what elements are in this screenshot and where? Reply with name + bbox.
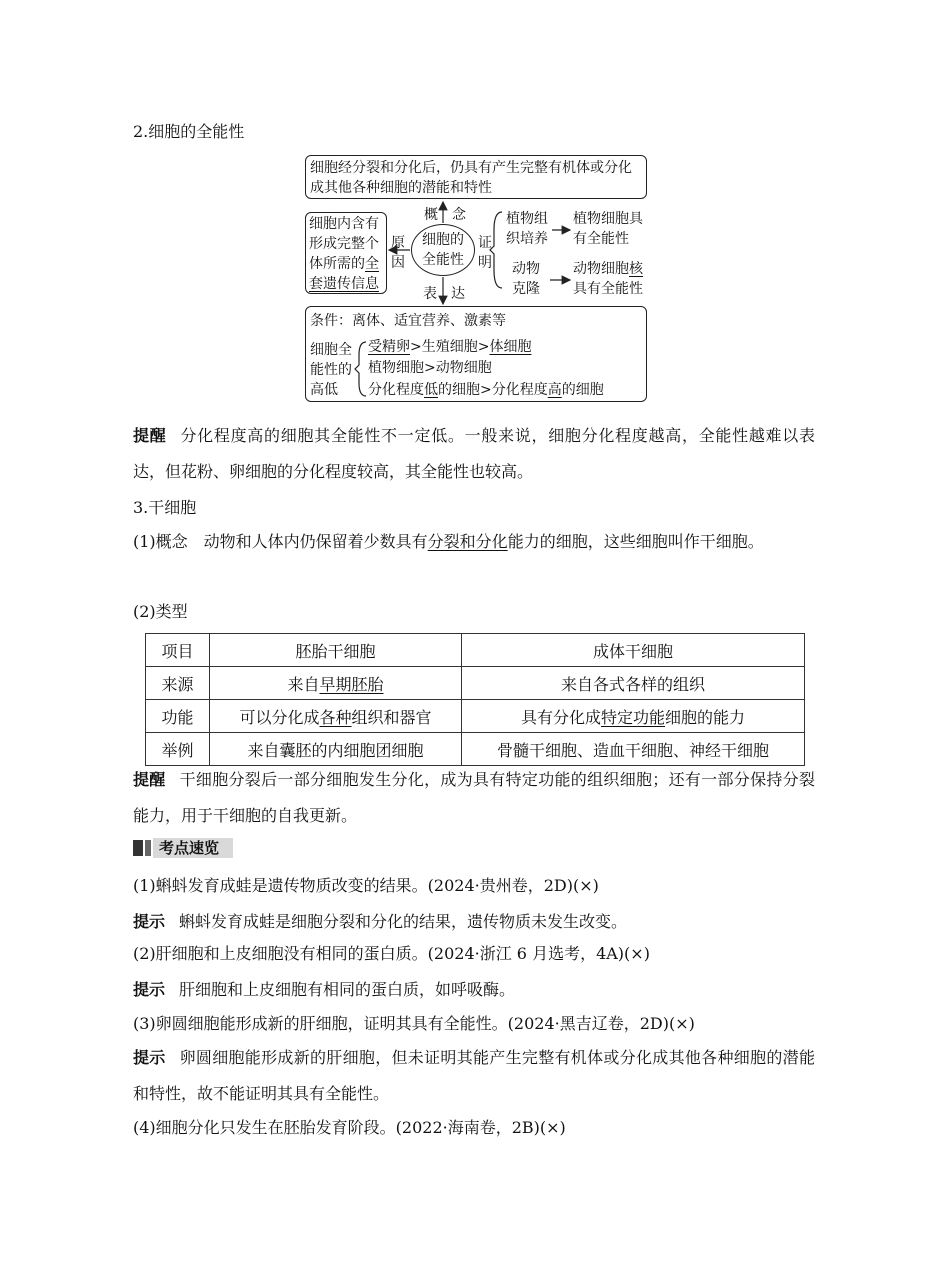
tip-paragraph-2: 提醒 干细胞分裂后一部分细胞发生分化，成为具有特定功能的组织细胞；还有一部分保持分裂能力，用于干细胞的自我更新。: [133, 770, 815, 825]
animal-nucleus-totipotent: 动物细胞核具有全能性: [573, 261, 643, 297]
level-row-2: 植物细胞>动物细胞: [368, 360, 492, 376]
label-reason-1: 原: [391, 235, 405, 251]
tip-label: 提醒: [133, 426, 167, 445]
label-proof-2: 明: [478, 255, 492, 271]
tip-paragraph-1: 提醒 分化程度高的细胞其全能性不一定低。一般来说，细胞分化程度越高，全能性越难以表达，但花粉、卵细胞的分化程度较高，其全能性也较高。: [133, 426, 815, 481]
stem-cell-table: [145, 633, 805, 766]
animal-cloning: 动物克隆: [512, 261, 540, 297]
plant-tissue-culture: 植物组织培养: [506, 211, 548, 247]
tip-label: 提醒: [133, 770, 166, 789]
table-header-row: [146, 634, 805, 667]
table-row: 功能 可以分化成各种组织和器官 具有分化成特定功能细胞的能力: [146, 700, 805, 733]
section-heading-totipotency: 2.细胞的全能性: [133, 122, 245, 141]
full-genetic-info: 全套遗传信息: [309, 256, 379, 292]
diagram-connectors: [0, 0, 950, 420]
hint-1: 提示 蝌蚪发育成蛙是细胞分裂和分化的结果，遗传物质未发生改变。: [133, 912, 628, 931]
table-row: 来源 来自早期胚胎 来自各式各样的组织: [146, 667, 805, 700]
section-marker: [133, 840, 143, 856]
section-heading-stem-cells: 3.干细胞: [133, 498, 197, 517]
types-heading: (2)类型: [133, 602, 188, 621]
table-row: 举例 来自囊胚的内细胞团细胞 骨髓干细胞、造血干细胞、神经干细胞: [146, 733, 805, 766]
conditions-text: 条件：离体、适宜营养、激素等: [310, 313, 506, 329]
hint-2: 提示 肝细胞和上皮细胞有相同的蛋白质，如呼吸酶。: [133, 980, 516, 999]
stem-cell-concept: (1)概念 动物和人体内仍保留着少数具有分裂和分化能力的细胞，这些细胞叫作干细胞。: [133, 532, 764, 551]
label-reason-2: 因: [391, 255, 405, 271]
table-header-cell: 成体干细胞: [462, 634, 805, 667]
quiz-item-1: (1)蝌蚪发育成蛙是遗传物质改变的结果。(2024·贵州卷，2D)(×): [133, 876, 599, 895]
quiz-item-4: (4)细胞分化只发生在胚胎发育阶段。(2022·海南卷，2B)(×): [133, 1118, 566, 1137]
level-label: 细胞全能性的高低: [310, 342, 352, 398]
label-concept: 概 念: [424, 207, 466, 223]
section-title: 考点速览: [153, 838, 233, 858]
label-express: 表 达: [423, 286, 465, 302]
totipotency-diagram: [0, 0, 950, 420]
reason-box: 细胞内含有形成完整个体所需的全套遗传信息: [305, 212, 387, 294]
section-title-bar: [133, 838, 233, 858]
section-marker: [145, 840, 151, 856]
concept-box: 细胞经分裂和分化后，仍具有产生完整有机体或分化成其他各种细胞的潜能和特性: [305, 155, 647, 199]
plant-cell-totipotent: 植物细胞具有全能性: [573, 211, 643, 247]
level-row-1: 受精卵>生殖细胞>体细胞: [368, 339, 532, 355]
hint-3: 提示 卵圆细胞能形成新的肝细胞，但未证明其能产生完整有机体或分化成其他各种细胞的潜能和特性，故不能证明其具有全能性。: [133, 1048, 815, 1103]
center-label: 细胞的全能性: [422, 232, 464, 268]
quiz-item-2: (2)肝细胞和上皮细胞没有相同的蛋白质。(2024·浙江 6 月选考，4A)(×): [133, 944, 650, 963]
level-row-3: 分化程度低的细胞>分化程度高的细胞: [368, 382, 604, 398]
quiz-item-3: (3)卵圆细胞能形成新的肝细胞，证明其具有全能性。(2024·黑吉辽卷，2D)(×): [133, 1014, 695, 1033]
table-header-cell: 项目: [146, 634, 210, 667]
table-header-cell: 胚胎干细胞: [210, 634, 462, 667]
label-proof-1: 证: [478, 235, 492, 251]
